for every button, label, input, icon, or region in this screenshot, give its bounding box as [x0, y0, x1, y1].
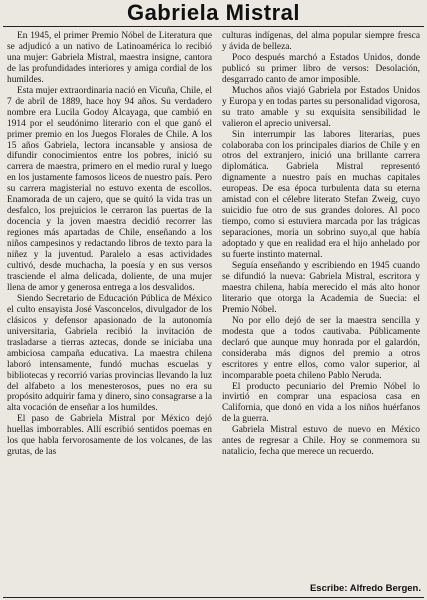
article-title: Gabriela Mistral: [126, 0, 301, 25]
paragraph: culturas indígenas, del alma popular siempre fresca y ávida de belleza.: [222, 31, 420, 52]
paragraph: En 1945, el primer Premio Nóbel de Literatura que se adjudicó a un nativo de Latinoamérica lo recibió una mujer: Gabriela Mistral, maestra insigne, cantora de las profundidades interiores y amiga cordial de los humildes.: [7, 31, 212, 85]
paragraph: Gabriela Mistral estuvo de nuevo en México antes de regresar a Chile. Hoy se conmemora su natalicio, fecha que merece un recuerdo.: [222, 425, 420, 458]
paragraph: Sin interrumpir las labores literarias, pues colaboraba con los principales diarios de Chile y en otros del extranjero, inició una brillante carrera diplomática. Gabriela Mistral representó dignamente a nuestro país en muchas capitales europeas. De esa época turbulenta data su eterna amistad con el célebre literato Stefan Zweig, cuyo suicidio fue otro de sus grandes dolores. Al poco tiempo, como si estuviera marcada por las trágicas separaciones, moría un sobrino suyo,al que había adoptado y que en realidad era el hijo anhelado por su fuerte instinto maternal.: [222, 129, 420, 261]
paragraph: No por ello dejó de ser la maestra sencilla y modesta que a todos cautivaba. Públicamente declaró que aunque muy honrada por el galardón, consideraba más dignos del premio a otros escritores y entre ellos, como valor superior, al incomparable poeta chileno Pablo Neruda.: [222, 315, 420, 381]
left-column: [7, 31, 212, 591]
paragraph: Seguía enseñando y escribiendo en 1945 cuando se difundió la nueva: Gabriela Mistral, escritora y maestra chilena, había merecido el más alto honor literario que otorga la Academia de Suecia: el Premio Nóbel.: [222, 261, 420, 315]
paragraph: El paso de Gabriela Mistral por México dejó huellas imborrables. Allí escribió sentidos poemas en los que habla fervorosamente de los volcanes, de las grutas, de las: [7, 414, 212, 458]
paragraph: Esta mujer extraordinaria nació en Vicuña, Chile, el 7 de abril de 1889, hace hoy 94 años. Su verdadero nombre era Lucila Godoy Alcayaga, que cambió en 1914 por el seudónimo literario con el que ganó el primer premio en los Juegos Florales de Chile. A los 15 años Gabriela, lectora incansable y ansiosa de difundir conocimientos entre los pobres, inició su carrera de maestra, primero en el medio rural y luego en los justamente famosos liceos de nuestro país. Pero su carrera magisterial no estuvo exenta de escollos. Enamorada de un cajero, que se quitó la vida tras un desfalco, los prejuicios le cerraron las puertas de la docencia y la joven maestra decidió recorrer las regiones más apartadas de Chile, enseñando a los niños campesinos y redactando libros de texto para la niñez y la juventud. Paralelo a esas actividades cultivó, desde muchacha, la poesía y en sus versos trasciende el alma delicada, doliente, de una mujer llena de amor y generosa entrega a los desvalidos.: [7, 85, 212, 293]
right-column: [222, 31, 420, 591]
author-byline: Escribe: Alfredo Bergen.: [309, 583, 421, 594]
paragraph: Muchos años viajó Gabriela por Estados Unidos y Europa y en todas partes su personalidad vigorosa, su trato amable y su exquisita sensibilidad le valieron el aprecio universal.: [222, 85, 420, 129]
paragraph: Siendo Secretario de Educación Pública de México el culto ensayista José Vasconcelos, divulgador de los clásicos y defensor apasionado de la autonomía universitaria, Gabriela recibió la invitación de trasladarse a tierras aztecas, donde se iniciaba una ambiciosa campaña educativa. La maestra chilena laboró intensamente, fundó muchas escuelas y bibliotecas y recorrió varias provincias llevando la luz del alfabeto a los menesterosos, pues no era su propósito adquirir fama y dinero, sino consagrarse a la alta vocación de enseñar a los humildes.: [7, 293, 212, 414]
bottom-divider: [3, 597, 424, 598]
title-divider: [3, 26, 424, 27]
paragraph: El producto pecuniario del Premio Nóbel lo invirtió en comprar una espaciosa casa en California, que donó en vida a los niños huérfanos de la guerra.: [222, 381, 420, 425]
paragraph: Poco después marchó a Estados Unidos, donde publicó su primer libro de versos: Desolación, desgarrado canto de amor imposible.: [222, 52, 420, 85]
